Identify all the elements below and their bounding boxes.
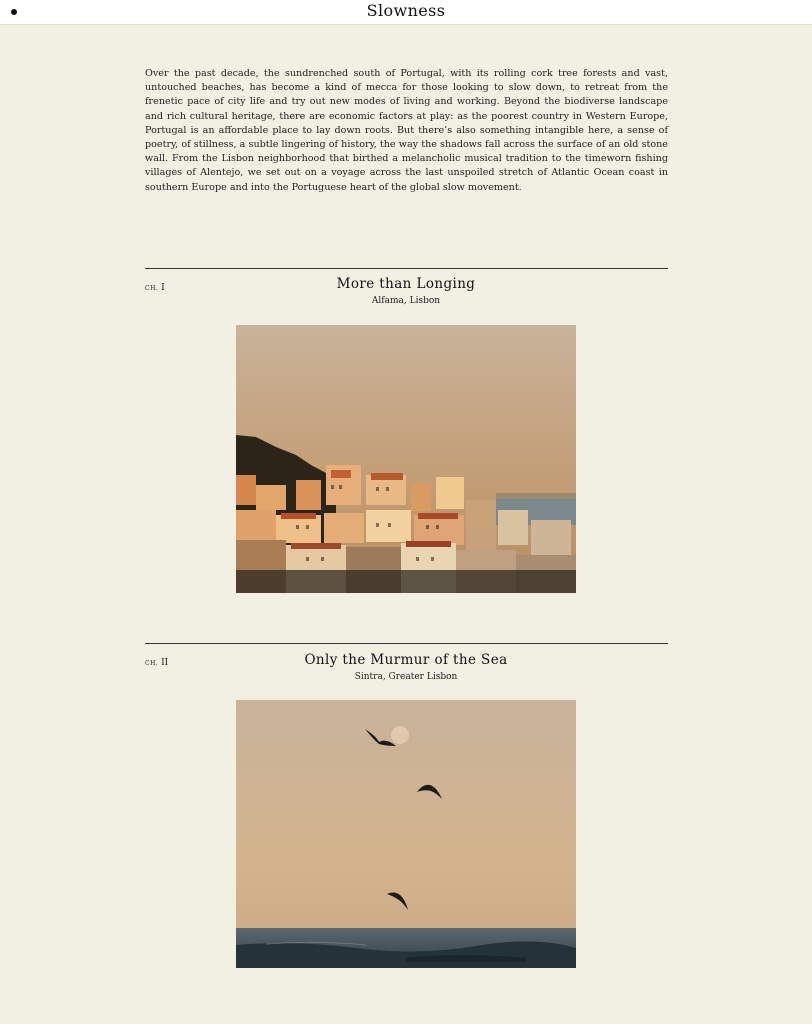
chapter-numeral: I xyxy=(161,283,165,293)
seagulls-over-sea-photo[interactable] xyxy=(236,700,576,968)
site-title[interactable]: Slowness xyxy=(366,1,446,20)
chapter-divider xyxy=(145,268,668,269)
chapter-title[interactable]: More than Longing xyxy=(336,276,476,292)
chapter-location: Sintra, Greater Lisbon xyxy=(354,672,458,682)
lisbon-hillside-sunset-photo[interactable] xyxy=(236,325,576,593)
intro-paragraph: Over the past decade, the sundrenched south of Portugal, with its rolling cork tree forests and vast, untouched beaches, has become a kind of mecca for those looking to slow down, to retreat from the frenetic pace of city life and try out new modes of living and working. Beyond the biodiverse landscape and rich cultural heritage, there are economic factors at play: as the poorest country in Western Europe, Portugal is an affordable place to lay down roots. But there’s also something intangible here, a sense of poetry, of stillness, a subtle lingering of history, the way the shadows fall across the surface of an old stone wall. From the Lisbon neighborhood that birthed a melancholic musical tradition to the timeworn fishing villages of Alentejo, we set out on a voyage across the last unspoiled stretch of Atlantic Ocean coast in southern Europe and into the Portuguese heart of the global slow movement. xyxy=(145,68,668,193)
chapter-divider xyxy=(145,643,668,644)
chapter-title[interactable]: Only the Murmur of the Sea xyxy=(304,652,508,668)
chapter-prefix: CH. xyxy=(145,660,159,667)
chapter-prefix: CH. xyxy=(145,285,159,292)
chapter-location: Alfama, Lisbon xyxy=(371,296,441,306)
chapter-numeral: II xyxy=(161,658,169,668)
top-bar xyxy=(0,0,812,25)
